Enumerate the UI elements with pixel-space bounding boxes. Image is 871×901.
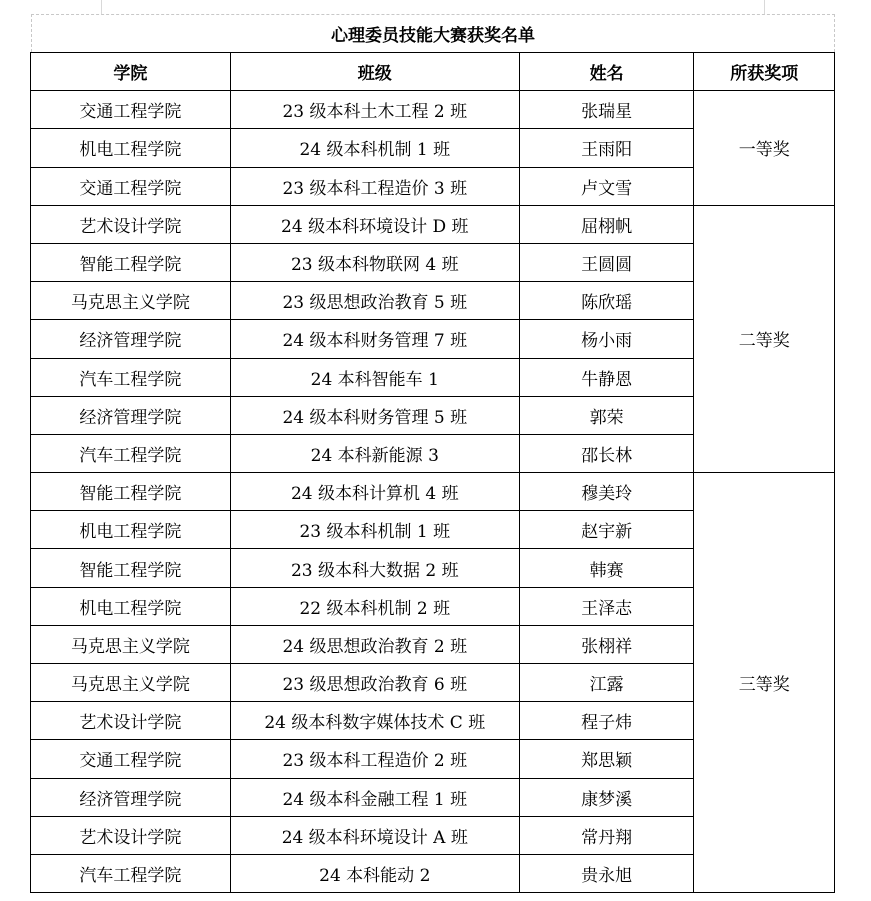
document-title: 心理委员技能大赛获奖名单: [31, 14, 835, 52]
class-cell: 24 本科智能车 1: [230, 358, 519, 396]
college-cell: 艺术设计学院: [31, 816, 231, 854]
name-cell: 卢文雪: [519, 167, 694, 205]
class-cell: 24 本科新能源 3: [230, 434, 519, 472]
class-cell: 23 级本科大数据 2 班: [230, 549, 519, 587]
name-cell: 邵长林: [519, 434, 694, 472]
name-cell: 王泽志: [519, 587, 694, 625]
college-cell: 经济管理学院: [31, 396, 231, 434]
class-cell: 23 级思想政治教育 6 班: [230, 664, 519, 702]
header-class: 班级: [230, 53, 519, 91]
name-cell: 韩赛: [519, 549, 694, 587]
name-cell: 杨小雨: [519, 320, 694, 358]
name-cell: 康梦溪: [519, 778, 694, 816]
college-cell: 交通工程学院: [31, 167, 231, 205]
name-cell: 赵宇新: [519, 511, 694, 549]
class-cell: 24 级本科环境设计 A 班: [230, 816, 519, 854]
college-cell: 汽车工程学院: [31, 434, 231, 472]
college-cell: 机电工程学院: [31, 129, 231, 167]
class-cell: 23 级本科工程造价 2 班: [230, 740, 519, 778]
class-cell: 24 本科能动 2: [230, 854, 519, 892]
award-cell: 三等奖: [694, 473, 835, 893]
class-cell: 24 级本科环境设计 D 班: [230, 205, 519, 243]
name-cell: 郭荣: [519, 396, 694, 434]
name-cell: 王圆圆: [519, 243, 694, 281]
college-cell: 汽车工程学院: [31, 854, 231, 892]
header-award: 所获奖项: [694, 53, 835, 91]
name-cell: 王雨阳: [519, 129, 694, 167]
college-cell: 智能工程学院: [31, 243, 231, 281]
name-cell: 程子炜: [519, 702, 694, 740]
page-margin-guide-left: [101, 0, 102, 14]
class-cell: 24 级本科金融工程 1 班: [230, 778, 519, 816]
class-cell: 23 级思想政治教育 5 班: [230, 282, 519, 320]
award-cell: 二等奖: [694, 205, 835, 472]
table-row: [31, 205, 835, 243]
name-cell: 屈栩帆: [519, 205, 694, 243]
college-cell: 机电工程学院: [31, 587, 231, 625]
class-cell: 23 级本科土木工程 2 班: [230, 91, 519, 129]
header-college: 学院: [31, 53, 231, 91]
name-cell: 江露: [519, 664, 694, 702]
name-cell: 张瑞星: [519, 91, 694, 129]
award-cell: 一等奖: [694, 91, 835, 206]
class-cell: 22 级本科机制 2 班: [230, 587, 519, 625]
name-cell: 郑思颖: [519, 740, 694, 778]
class-cell: 24 级本科财务管理 5 班: [230, 396, 519, 434]
class-cell: 24 级本科数字媒体技术 C 班: [230, 702, 519, 740]
class-cell: 24 级本科计算机 4 班: [230, 473, 519, 511]
name-cell: 张栩祥: [519, 625, 694, 663]
name-cell: 陈欣瑶: [519, 282, 694, 320]
college-cell: 经济管理学院: [31, 778, 231, 816]
college-cell: 机电工程学院: [31, 511, 231, 549]
college-cell: 交通工程学院: [31, 91, 231, 129]
class-cell: 23 级本科物联网 4 班: [230, 243, 519, 281]
table-row: [31, 91, 835, 129]
class-cell: 23 级本科机制 1 班: [230, 511, 519, 549]
table-row: [31, 473, 835, 511]
header-name: 姓名: [519, 53, 694, 91]
class-cell: 23 级本科工程造价 3 班: [230, 167, 519, 205]
class-cell: 24 级本科机制 1 班: [230, 129, 519, 167]
name-cell: 贵永旭: [519, 854, 694, 892]
college-cell: 汽车工程学院: [31, 358, 231, 396]
page-margin-guide-right: [764, 0, 765, 14]
award-table: [30, 52, 835, 893]
class-cell: 24 级思想政治教育 2 班: [230, 625, 519, 663]
college-cell: 马克思主义学院: [31, 664, 231, 702]
college-cell: 艺术设计学院: [31, 702, 231, 740]
award-table-body: [31, 91, 835, 893]
name-cell: 常丹翔: [519, 816, 694, 854]
class-cell: 24 级本科财务管理 7 班: [230, 320, 519, 358]
college-cell: 马克思主义学院: [31, 625, 231, 663]
college-cell: 智能工程学院: [31, 549, 231, 587]
college-cell: 马克思主义学院: [31, 282, 231, 320]
college-cell: 艺术设计学院: [31, 205, 231, 243]
name-cell: 牛静恩: [519, 358, 694, 396]
college-cell: 交通工程学院: [31, 740, 231, 778]
name-cell: 穆美玲: [519, 473, 694, 511]
college-cell: 智能工程学院: [31, 473, 231, 511]
college-cell: 经济管理学院: [31, 320, 231, 358]
table-header-row: [31, 53, 835, 91]
